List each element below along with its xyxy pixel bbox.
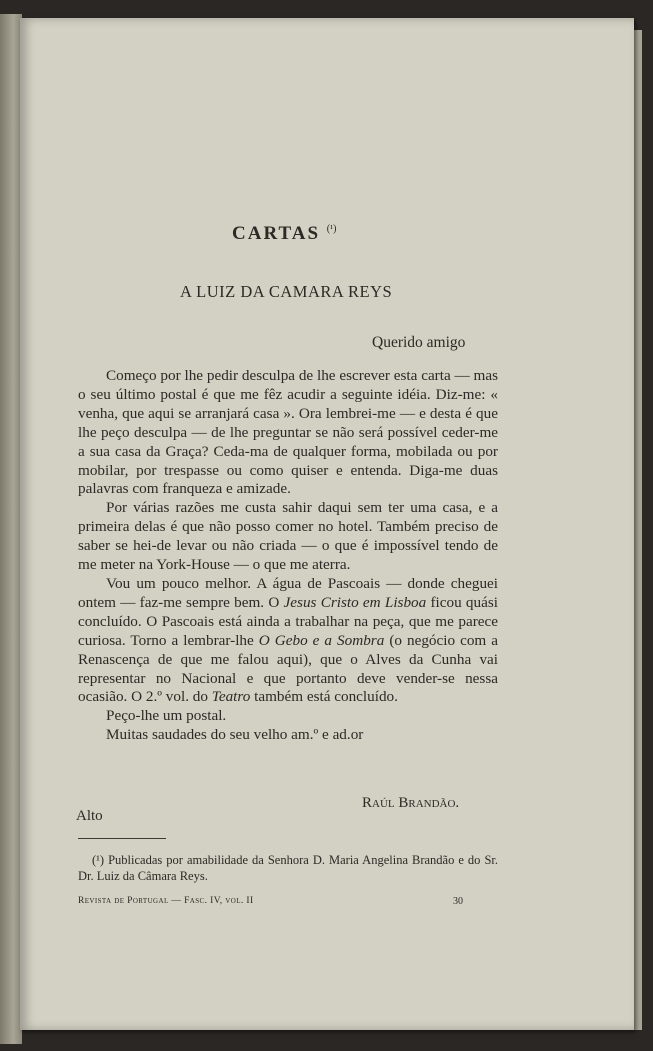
page-stack-edge — [634, 30, 642, 1030]
letter-signature: Raúl Brandão. — [362, 795, 460, 811]
letter-body — [78, 367, 498, 745]
paragraph-1: Começo por lhe pedir desculpa de lhe escrever esta carta — mas o seu último postal é que me fêz acudir a seguinte idéia. Diz-me: « venha, que aqui se arranjará casa ». Ora lembrei-me — e desta é que lhe peço desculpa — de lhe preguntar se não será possível ceder-me a sua casa da Graça? Ceda-ma de qualquer forma, mobilada ou por mobilar, por trespasse ou como quiser e entenda. Diga-me duas palavras com franqueza e amizade. — [78, 367, 498, 498]
title-o-gebo: O Gebo e a Sombra — [258, 631, 385, 649]
paragraph-3-text: também está concluído. — [250, 688, 398, 706]
footnote-text: (¹) Publicadas por amabilidade da Senhora D. Maria Angelina Brandão e do Sr. Dr. Luiz da Câmara Reys. — [78, 853, 498, 883]
journal-running-foot: Revista de Portugal — Fasc. IV, vol. II — [78, 896, 254, 906]
facing-page-edge — [0, 14, 22, 1044]
title-jesus-cristo: Jesus Cristo em Lisboa — [283, 593, 427, 611]
closing-line-1: Peço-lhe um postal. — [106, 707, 227, 725]
paragraph-3-text: Vou um pouco melhor. A água de Pascoais — donde cheguei ontem — faz-me sempre bem. O — [78, 574, 498, 611]
article-title — [232, 223, 452, 245]
letter-place: Alto — [76, 808, 103, 824]
title-footnote-marker: (¹) — [326, 223, 337, 235]
letter-salutation: Querido amigo — [372, 334, 466, 351]
paragraph-3 — [78, 575, 498, 707]
closing-line-2: Muitas saudades do seu velho am.º e ad.or — [106, 726, 364, 744]
book-page — [20, 18, 634, 1030]
paragraph-3-text: ficou quási concluído. O Pascoais está ainda a trabalhar na peça, que me parece curiosa. Torno a lembrar-lhe — [78, 593, 498, 649]
title-text: CARTAS — [232, 223, 321, 244]
page-number: 30 — [453, 896, 463, 907]
paragraph-3-text: (o negócio com a Renascença de que me falou aqui), que o Alves da Cunha vai representar no Nacional e que portanto deve vender-se nessa ocasião. O 2.º vol. do — [78, 631, 498, 706]
footnote-rule — [78, 838, 166, 839]
footnote — [78, 852, 498, 884]
title-teatro: Teatro — [211, 688, 251, 706]
letter-addressee: A LUIZ DA CAMARA REYS — [180, 282, 393, 301]
paragraph-2: Por várias razões me custa sahir daqui sem ter uma casa, e a primeira delas é que não posso comer no hotel. Também preciso de saber se hei-de levar ou não criada — o que é impossível tendo de me meter na York-House — o que me aterra. — [78, 499, 498, 574]
